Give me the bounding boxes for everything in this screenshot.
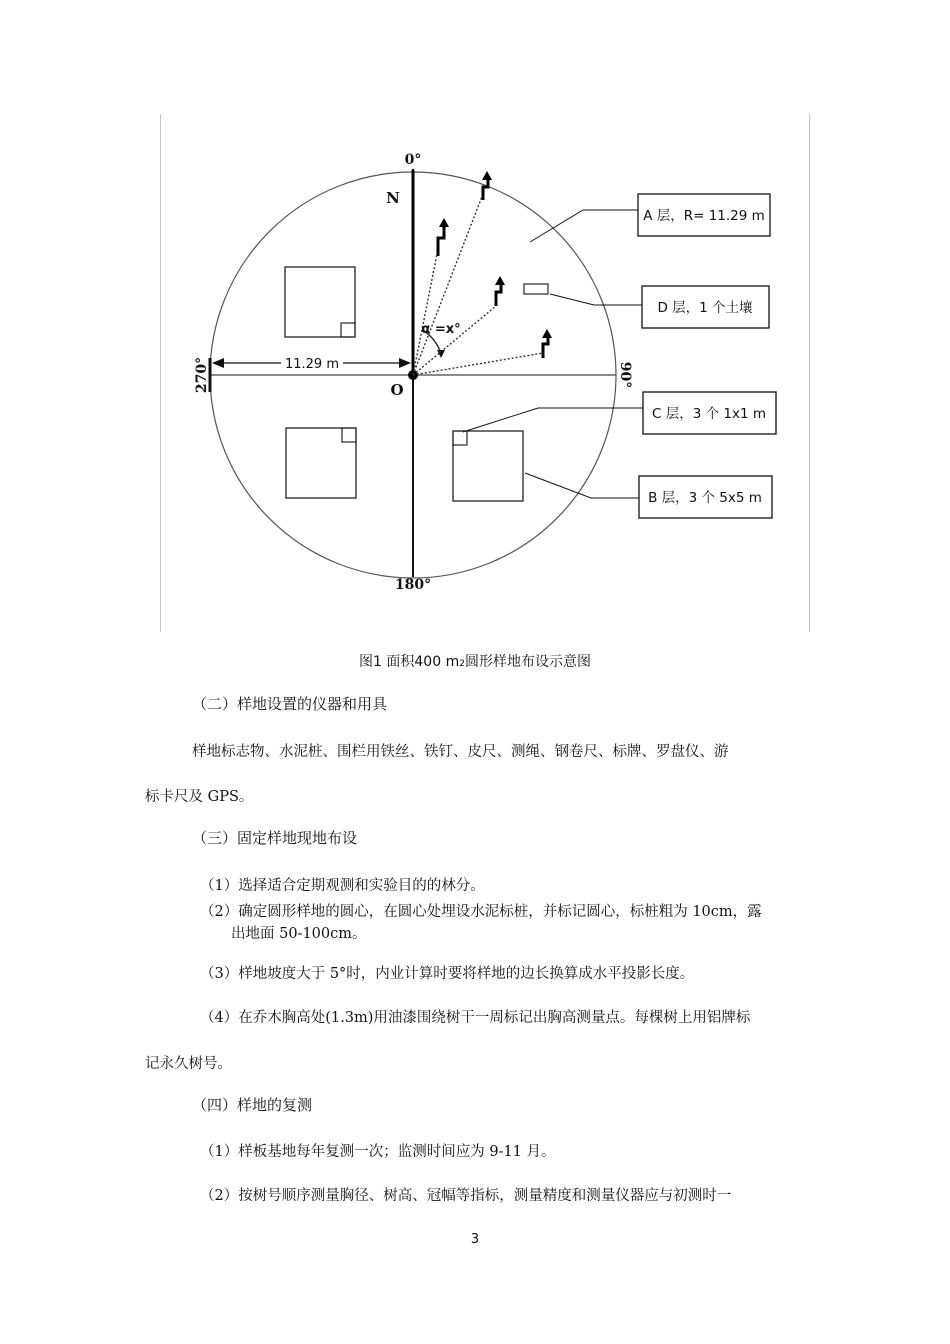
section-3-item-4-line-1: （4）在乔木胸高处(1.3m)用油漆围绕树干一周标记出胸高测量点。每棵树上用铝牌标 xyxy=(200,1010,751,1026)
radius-arrowhead-right xyxy=(399,358,411,368)
direction-ray-4 xyxy=(413,353,543,375)
section-2-title: （二）样地设置的仪器和用具 xyxy=(192,695,388,713)
callout-d-leader xyxy=(550,294,642,305)
east-degree-label: 90° xyxy=(617,361,633,389)
section-4-item-1: （1）样板基地每年复测一次；监测时间应为 9-11 月。 xyxy=(200,1144,556,1160)
section-3-item-4-line-2: 记永久树号。 xyxy=(145,1056,232,1072)
caption-suffix: 圆形样地布设示意图 xyxy=(464,654,591,670)
tree-marker-1-head xyxy=(439,218,449,227)
page-number: 3 xyxy=(470,1232,480,1247)
figure-caption xyxy=(0,651,950,671)
radius-label: 11.29 m xyxy=(284,357,340,372)
section-3-item-2-line-2: 出地面 50-100cm。 xyxy=(231,926,367,942)
direction-ray-2 xyxy=(413,194,483,375)
c-quadrat-nw xyxy=(341,323,355,337)
b-quadrat-se xyxy=(453,431,523,501)
tree-marker-2 xyxy=(483,178,488,200)
section-2-line-1: 样地标志物、水泥桩、围栏用铁丝、铁钉、皮尺、测绳、钢卷尺、标牌、罗盘仪、游 xyxy=(192,744,729,760)
section-3-title: （三）固定样地现地布设 xyxy=(192,829,358,847)
section-3-item-3: （3）样地坡度大于 5°时，内业计算时要将样地的边长换算成水平投影长度。 xyxy=(200,966,695,982)
north-degree-label: 0° xyxy=(404,152,422,168)
section-4-item-2: （2）按树号顺序测量胸径、树高、冠幅等指标，测量精度和测量仪器应与初测时一 xyxy=(200,1188,732,1204)
callout-d-text: D 层，1 个土壤 xyxy=(657,300,753,316)
caption-prefix: 图1 面积400 m xyxy=(359,654,460,670)
west-degree-label: 270° xyxy=(194,356,210,394)
direction-ray-1 xyxy=(413,249,438,375)
callout-b-leader xyxy=(525,473,639,498)
section-3-item-2-line-1: （2）确定圆形样地的圆心，在圆心处埋设水泥标桩，并标记圆心，标桩粗为 10cm，露 xyxy=(200,904,762,920)
direction-ray-3 xyxy=(413,306,496,375)
d-soil-sample xyxy=(524,284,548,294)
c-quadrat-se xyxy=(453,431,467,445)
caption-superscript: 2 xyxy=(459,659,465,669)
plot-layout-diagram xyxy=(160,114,810,632)
tree-marker-1 xyxy=(438,225,444,256)
tree-marker-4-head xyxy=(542,329,552,338)
c-quadrat-sw xyxy=(342,428,356,442)
south-degree-label: 180° xyxy=(394,577,432,593)
section-3-item-1: （1）选择适合定期观测和实验目的的林分。 xyxy=(200,878,485,894)
section-4-title: （四）样地的复测 xyxy=(192,1096,313,1114)
tree-marker-3 xyxy=(496,283,501,306)
callout-c-leader xyxy=(463,408,643,432)
section-2-line-2: 标卡尺及 GPS。 xyxy=(145,789,254,805)
b-quadrat-sw xyxy=(286,428,356,498)
callout-c-text: C 层，3 个 1x1 m xyxy=(652,406,766,422)
radius-arrowhead-left xyxy=(212,358,224,368)
callout-a-leader xyxy=(530,210,638,242)
angle-label: α =x° xyxy=(421,322,461,337)
tree-marker-3-head xyxy=(495,276,505,285)
callout-a-text: A 层，R= 11.29 m xyxy=(643,208,765,224)
b-quadrat-nw xyxy=(285,267,355,337)
callout-b-text: B 层，3 个 5x5 m xyxy=(648,490,762,506)
origin-label: O xyxy=(390,381,404,399)
north-label: N xyxy=(386,189,400,207)
tree-marker-4 xyxy=(543,336,548,358)
tree-marker-2-head xyxy=(482,171,492,180)
